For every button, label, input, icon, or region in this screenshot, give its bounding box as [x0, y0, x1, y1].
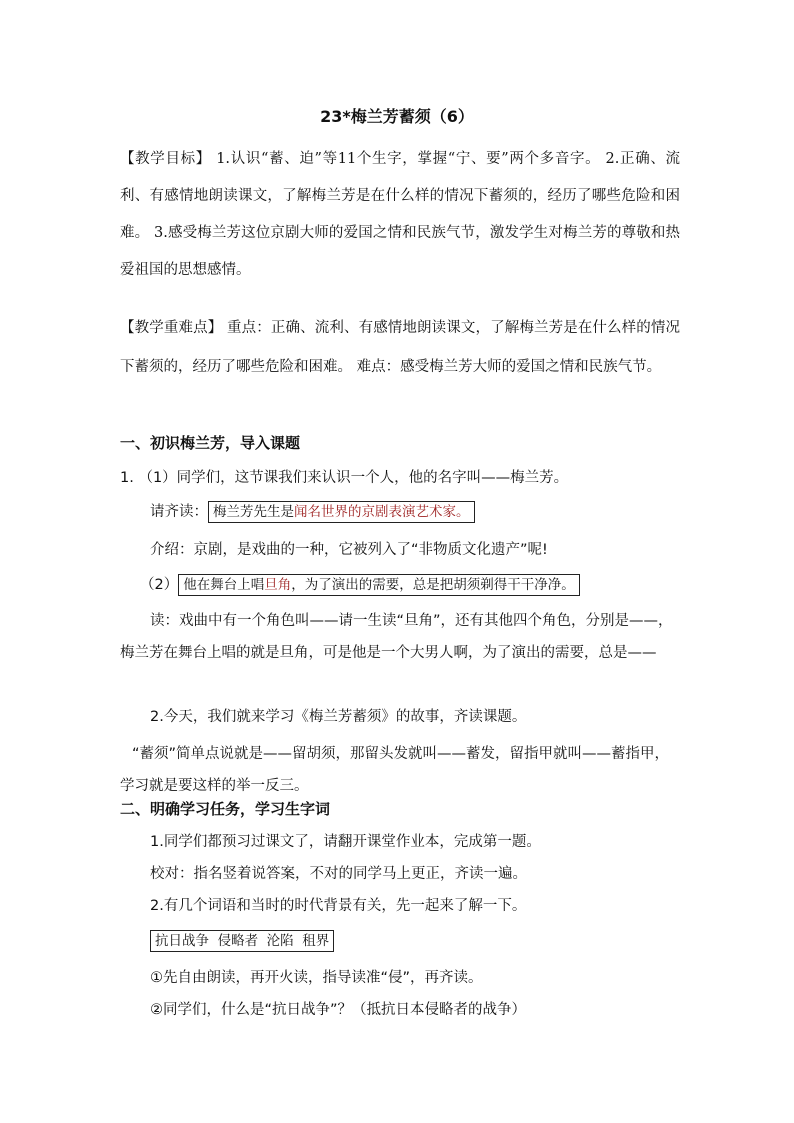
- read-aloud-line: [150, 500, 475, 523]
- intro-line: 介绍：京剧，是戏曲的一种，它被列入了“非物质文化遗产”呢!: [150, 542, 548, 558]
- item2-line: [140, 573, 580, 596]
- key-points-label: 【教学重难点】: [120, 320, 223, 336]
- section2-heading: 二、明确学习任务，学习生字词: [120, 800, 331, 818]
- item2-label: （2）: [140, 577, 179, 593]
- section2-item1: 1.同学们都预习过课文了，请翻开课堂作业本，完成第一题。: [150, 834, 541, 850]
- objectives-label: 【教学目标】: [120, 151, 211, 167]
- words-box: 抗日战争 侵略者 沦陷 租界: [150, 930, 334, 952]
- box2-part1: 他在舞台上唱: [183, 577, 265, 593]
- box1-part2: 闻名世界的京剧表演艺术家。: [294, 504, 470, 520]
- key-points: [120, 309, 680, 387]
- read-paragraph: 读：戏曲中有一个角色叫——请一生读“旦角”，还有其他四个角色，分别是——，梅兰芳在舞台上唱的就是旦角，可是他是一个大男人啊，为了演出的需要，总是——: [120, 613, 673, 661]
- today-line: 2.今天，我们就来学习《梅兰芳蓄须》的故事，齐读课题。: [150, 709, 527, 725]
- key-points-text: 重点：正确、流利、有感情地朗读课文，了解梅兰芳是在什么样的情况下蓄须的，经历了哪些危险和困难。 难点：感受梅兰芳大师的爱国之情和民族气节。: [120, 320, 681, 375]
- xuxu-paragraph: “蓄须”简单点说就是——留胡须，那留头发就叫——蓄发，留指甲就叫——蓄指甲，学习就是要这样的举一反三。: [120, 746, 670, 794]
- step2-line: ②同学们，什么是“抗日战争”？（抵抗日本侵略者的战争）: [150, 1002, 527, 1018]
- check-line: 校对：指名竖着说答案，不对的同学马上更正，齐读一遍。: [150, 866, 527, 882]
- words-line: [150, 930, 334, 952]
- quote-box-1: [208, 501, 475, 523]
- step1-line: ①先自由朗读，再开火读，指导读准“侵”，再齐读。: [150, 970, 483, 986]
- section1-heading: 一、初识梅兰芳，导入课题: [120, 434, 301, 452]
- section2-item2: 2.有几个词语和当时的时代背景有关，先一起来了解一下。: [150, 898, 527, 914]
- teaching-objectives: [120, 141, 680, 289]
- objectives-text: 1.认识“蓄、迫”等11个生字，掌握“宁、要”两个多音字。 2.正确、流利、有感情地朗读课文，了解梅兰芳是在什么样的情况下蓄须的，经历了哪些危险和困难。 3.感受梅兰芳这位京剧大师的爱国之情和民族气节，激发学生对梅兰芳的尊敬和热爱祖国的思想感情。: [120, 151, 681, 278]
- box2-part2: 旦角: [264, 577, 292, 593]
- quote-box-2: [178, 574, 580, 596]
- section1-item1: 1. （1）同学们，这节课我们来认识一个人，他的名字叫——梅兰芳。: [120, 470, 569, 486]
- box2-part3: ，为了演出的需要，总是把胡须剃得干干净净。: [291, 577, 575, 593]
- read-label: 请齐读：: [150, 504, 208, 520]
- box1-part1: 梅兰芳先生是: [213, 504, 294, 520]
- page-title: 23*梅兰芳蓄须（6）: [320, 107, 474, 126]
